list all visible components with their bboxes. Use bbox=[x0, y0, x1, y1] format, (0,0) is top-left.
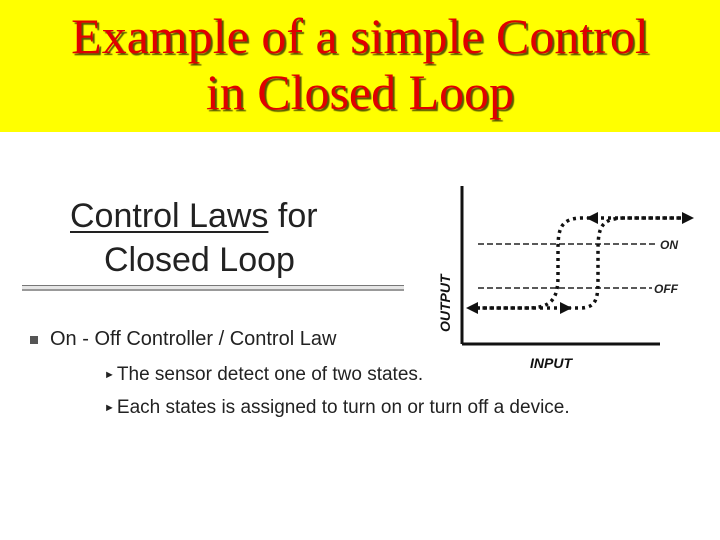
title-banner bbox=[0, 0, 720, 132]
arrow-right-bottom-icon bbox=[560, 302, 572, 314]
arrow-left-icon bbox=[466, 302, 478, 314]
heading-underlined: Control Laws bbox=[70, 197, 269, 235]
on-label: ON bbox=[660, 238, 678, 252]
sub-bullet-1 bbox=[104, 364, 423, 386]
bullet-text: On - Off Controller / Control Law bbox=[50, 328, 337, 350]
control-laws-heading bbox=[70, 194, 390, 282]
title-line-1: Example of a simple Control bbox=[71, 8, 649, 64]
y-axis-label: OUTPUT bbox=[437, 274, 453, 332]
square-bullet-icon bbox=[30, 336, 38, 344]
horizontal-divider bbox=[22, 285, 404, 291]
sub-bullet-text-2: Each states is assigned to turn on or turn off a device. bbox=[116, 397, 570, 418]
x-axis-label: INPUT bbox=[530, 355, 572, 371]
hysteresis-chart bbox=[430, 180, 700, 380]
heading-line-2: Closed Loop bbox=[104, 241, 295, 279]
title-line-2: in Closed Loop bbox=[205, 64, 515, 120]
arrow-right-icon bbox=[682, 212, 694, 224]
off-label: OFF bbox=[654, 282, 678, 296]
heading-for: for bbox=[268, 197, 318, 235]
arrow-bullet-icon: ► bbox=[104, 369, 115, 381]
arrow-left-top-icon bbox=[586, 212, 598, 224]
arrow-bullet-icon: ► bbox=[104, 402, 115, 414]
bullet-item bbox=[30, 328, 336, 351]
sub-bullet-text-1: The sensor detect one of two states. bbox=[116, 364, 424, 385]
sub-bullet-2 bbox=[104, 397, 570, 419]
slide-title bbox=[0, 8, 720, 120]
